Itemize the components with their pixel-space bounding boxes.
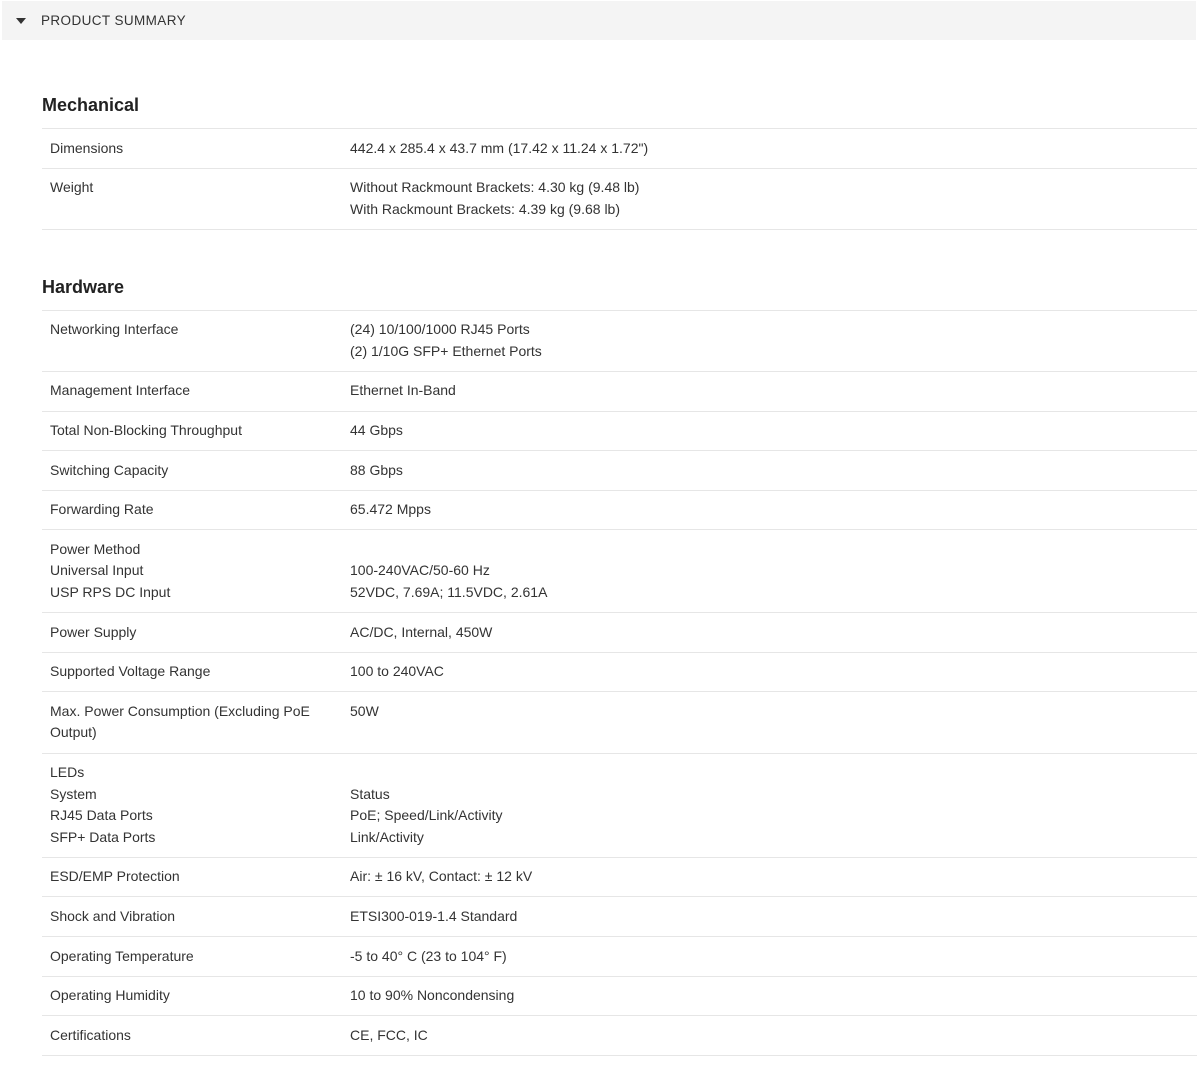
spec-row bbox=[42, 753, 1197, 857]
spec-value bbox=[342, 371, 1197, 411]
spec-value-line: (24) 10/100/1000 RJ45 Ports bbox=[350, 321, 530, 338]
spec-row bbox=[42, 411, 1197, 451]
spec-key-line: Switching Capacity bbox=[50, 461, 169, 478]
spec-value bbox=[342, 897, 1197, 937]
spec-value-line: With Rackmount Brackets: 4.39 kg (9.68 lb) bbox=[350, 200, 620, 217]
spec-key-line: Networking Interface bbox=[50, 321, 179, 338]
spec-key bbox=[42, 937, 342, 977]
spec-row bbox=[42, 310, 1197, 371]
spec-value-line: PoE; Speed/Link/Activity bbox=[350, 807, 503, 824]
spec-key bbox=[42, 310, 342, 371]
spec-value bbox=[342, 310, 1197, 371]
spec-key bbox=[42, 530, 342, 613]
spec-table bbox=[42, 128, 1197, 230]
spec-key bbox=[42, 897, 342, 937]
spec-key-line: Supported Voltage Range bbox=[50, 663, 211, 680]
spec-row bbox=[42, 692, 1197, 753]
spec-key-line: LEDs bbox=[50, 764, 85, 780]
spec-value-line bbox=[350, 539, 1197, 561]
spec-key bbox=[42, 490, 342, 530]
spec-value bbox=[342, 490, 1197, 530]
spec-value-line: Link/Activity bbox=[350, 828, 424, 845]
spec-value-line: 100 to 240VAC bbox=[350, 663, 444, 680]
spec-value bbox=[342, 753, 1197, 857]
spec-row bbox=[42, 168, 1197, 229]
spec-value-line: CE, FCC, IC bbox=[350, 1026, 428, 1043]
spec-key bbox=[42, 613, 342, 653]
spec-key-line: Forwarding Rate bbox=[50, 501, 154, 518]
spec-row bbox=[42, 897, 1197, 937]
spec-value-line: (2) 1/10G SFP+ Ethernet Ports bbox=[350, 342, 542, 359]
spec-key bbox=[42, 976, 342, 1016]
spec-value-line: Without Rackmount Brackets: 4.30 kg (9.48 lb) bbox=[350, 179, 640, 196]
spec-key bbox=[42, 753, 342, 857]
spec-row bbox=[42, 530, 1197, 613]
spec-row bbox=[42, 652, 1197, 692]
spec-value bbox=[342, 937, 1197, 977]
spec-key-line: Weight bbox=[50, 179, 94, 196]
spec-value-line: Status bbox=[350, 785, 390, 802]
spec-key-line: Operating Humidity bbox=[50, 987, 170, 1004]
spec-key-line: Shock and Vibration bbox=[50, 907, 176, 924]
spec-row bbox=[42, 490, 1197, 530]
spec-value-line: 44 Gbps bbox=[350, 422, 403, 439]
spec-row bbox=[42, 857, 1197, 897]
spec-key-line: Certifications bbox=[50, 1026, 131, 1043]
spec-key-line: Universal Input bbox=[50, 562, 144, 579]
spec-key bbox=[42, 451, 342, 491]
spec-value bbox=[342, 129, 1197, 169]
spec-key bbox=[42, 411, 342, 451]
spec-value-line: 442.4 x 285.4 x 43.7 mm (17.42 x 11.24 x 1.72") bbox=[350, 139, 649, 156]
spec-key bbox=[42, 129, 342, 169]
spec-key-line: Power Supply bbox=[50, 623, 137, 640]
spec-value-line: 88 Gbps bbox=[350, 461, 403, 478]
spec-row bbox=[42, 613, 1197, 653]
spec-value-line: Ethernet In-Band bbox=[350, 382, 456, 399]
spec-value-line: 50W bbox=[350, 702, 379, 719]
spec-table bbox=[42, 310, 1197, 1056]
spec-row bbox=[42, 451, 1197, 491]
spec-value-line: 10 to 90% Noncondensing bbox=[350, 987, 515, 1004]
caret-down-icon bbox=[16, 18, 26, 24]
spec-row bbox=[42, 976, 1197, 1016]
spec-key-line: USP RPS DC Input bbox=[50, 584, 171, 601]
spec-row bbox=[42, 937, 1197, 977]
spec-key-line: SFP+ Data Ports bbox=[50, 828, 156, 845]
section-title: Mechanical bbox=[42, 95, 140, 115]
spec-key bbox=[42, 168, 342, 229]
spec-key-line: Max. Power Consumption (Excluding PoE Output) bbox=[50, 702, 310, 741]
spec-value bbox=[342, 530, 1197, 613]
spec-value bbox=[342, 976, 1197, 1016]
spec-key-line: Dimensions bbox=[50, 139, 124, 156]
spec-key bbox=[42, 857, 342, 897]
spec-key-line: Operating Temperature bbox=[50, 947, 194, 964]
spec-key-line: ESD/EMP Protection bbox=[50, 868, 180, 885]
spec-value bbox=[342, 652, 1197, 692]
spec-key bbox=[42, 652, 342, 692]
section-title: Hardware bbox=[42, 276, 125, 297]
spec-value-line: 65.472 Mpps bbox=[350, 501, 431, 518]
spec-key-line: Management Interface bbox=[50, 382, 191, 399]
spec-value bbox=[342, 451, 1197, 491]
spec-content bbox=[42, 40, 1197, 1056]
spec-row bbox=[42, 371, 1197, 411]
product-summary-toggle[interactable] bbox=[2, 1, 1196, 40]
spec-key-line: RJ45 Data Ports bbox=[50, 807, 153, 824]
spec-value bbox=[342, 168, 1197, 229]
spec-value-line: 52VDC, 7.69A; 11.5VDC, 2.61A bbox=[350, 584, 548, 601]
spec-value-line: -5 to 40° C (23 to 104° F) bbox=[350, 947, 507, 964]
spec-value-line: 100-240VAC/50-60 Hz bbox=[350, 562, 490, 579]
spec-value bbox=[342, 692, 1197, 753]
spec-value-line: Air: ± 16 kV, Contact: ± 12 kV bbox=[350, 868, 533, 885]
spec-key-line: System bbox=[50, 785, 97, 802]
spec-value bbox=[342, 411, 1197, 451]
spec-value-line bbox=[350, 762, 1197, 784]
spec-key bbox=[42, 371, 342, 411]
spec-value bbox=[342, 857, 1197, 897]
spec-value bbox=[342, 613, 1197, 653]
spec-row bbox=[42, 129, 1197, 169]
spec-key-line: Power Method bbox=[50, 540, 141, 557]
spec-key-line: Total Non-Blocking Throughput bbox=[50, 422, 242, 439]
spec-value-line: AC/DC, Internal, 450W bbox=[350, 623, 493, 640]
spec-key bbox=[42, 692, 342, 753]
spec-value-line: ETSI300-019-1.4 Standard bbox=[350, 907, 518, 924]
product-summary-label: PRODUCT SUMMARY bbox=[41, 13, 187, 28]
spec-row bbox=[42, 1016, 1197, 1056]
spec-value bbox=[342, 1016, 1197, 1056]
spec-key bbox=[42, 1016, 342, 1056]
